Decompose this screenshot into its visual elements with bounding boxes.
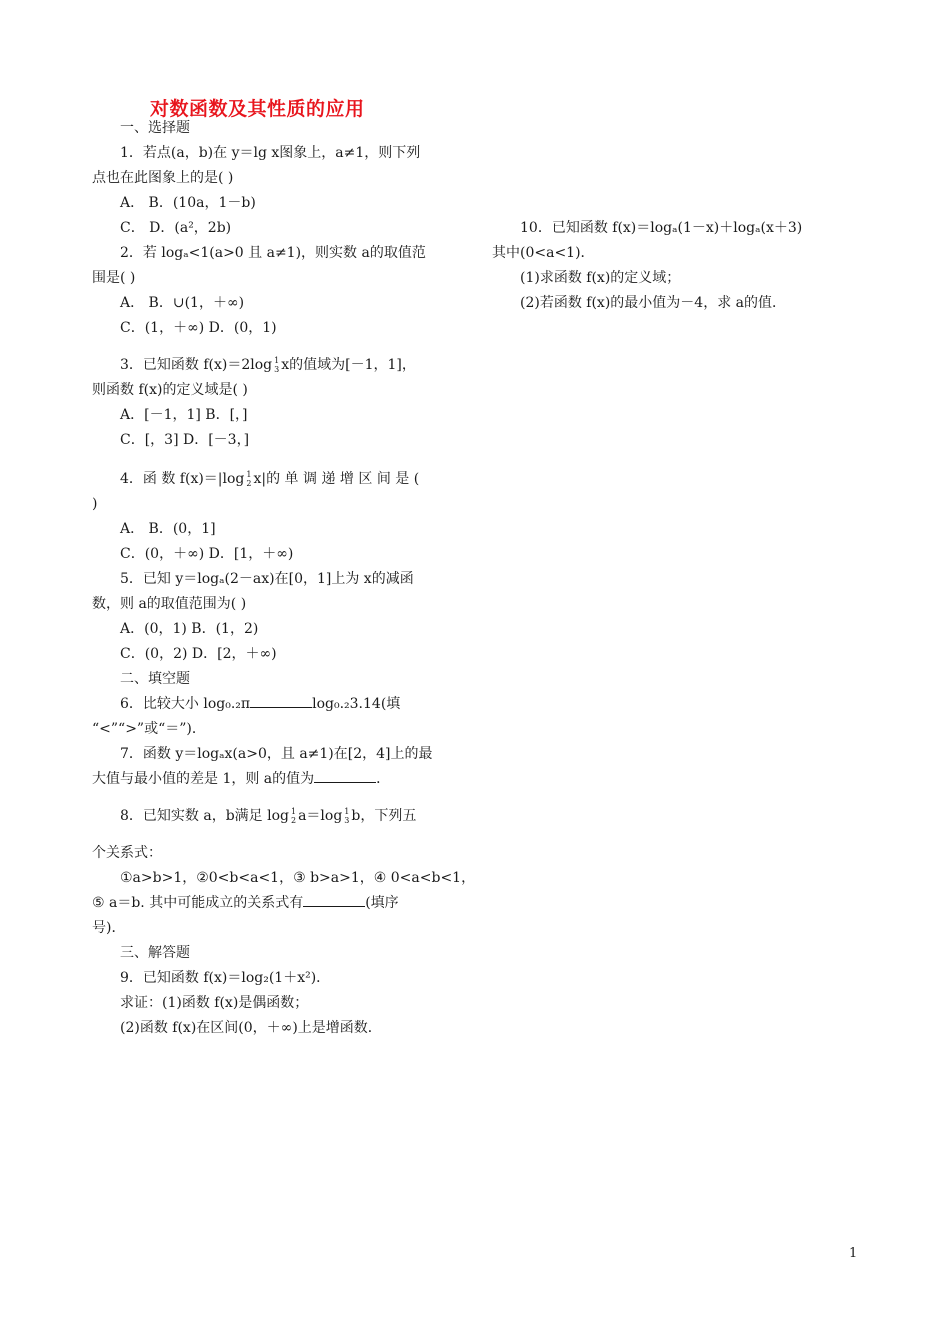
answer-blank (303, 892, 365, 907)
answer-blank (314, 768, 376, 783)
question-9: 9．已知函数 f(x)＝log₂(1＋x²)． 求证：(1)函数 f(x)是偶函数； (2)函数 f(x)在区间(0，＋∞)上是增函数． (120, 970, 382, 1036)
question-2: 2．若 logₐ<1(a>0 且 a≠1)，则实数 a的取值范 围是( ) A． B．∪(1，＋∞) C．(1，＋∞) D．(0，1) (92, 245, 426, 336)
question-5: 5．已知 y＝logₐ(2－ax)在[0，1]上为 x的减函 数，则 a的取值范围为( ) A．(0，1) B．(1，2) C．(0，2) D．[2，＋∞) (92, 571, 414, 662)
question-3: 3．已知函数 f(x)＝2log 1 3 x的值域为[－1，1]， 则函数 f(x)的定义域是( ) A．[－1，1] B．[，] C．[，3] D．[－3，] (92, 356, 416, 448)
page-number: 1 (849, 1246, 858, 1261)
question-10: 10．已知函数 f(x)＝logₐ(1－x)＋logₐ(x＋3) 其中(0<a<1)． (1)求函数 f(x)的定义域； (2)若函数 f(x)的最小值为－4，求 a的值． (492, 220, 803, 311)
question-8: 8．已知实数 a，b满足 log 1 2 a＝log 1 3 b，下列五 个关系式： ①a>b>1，②0<b<a<1，③ b>a>1，④ 0<a<b<1， ⑤ a＝b. 其中可能成立的关系式有 (填序 号)． (92, 807, 476, 936)
question-6: 6．比较大小 log₀.₂π log₀.₂3.14(填 “<”“>”或“＝”)． (92, 692, 460, 742)
question-7: 7．函数 y＝logₐx(a>0，且 a≠1)在[2，4]上的最 大值与最小值的差是 1，则 a的值为 ． (92, 746, 433, 787)
fraction: 1 2 (290, 807, 297, 825)
section-heading-fill: 二、填空题 (120, 671, 190, 687)
right-column (492, 216, 864, 316)
question-1: 1．若点(a，b)在 y＝lg x图象上，a≠1，则下列 点也在此图象上的是( ) A． B．(10a，1－b) C． D．(a²，2b) (92, 145, 421, 236)
page-title: 对数函数及其性质的应用 (150, 98, 365, 120)
fraction: 1 2 (246, 470, 252, 488)
fraction: 1 3 (344, 807, 350, 825)
answer-blank (250, 693, 312, 708)
left-column (92, 116, 476, 1041)
question-4: 4．函 数 f(x)＝|log 1 2 x|的 单 调 递 增 区 间 是 ( ) A． B．(0，1] C．(0，＋∞) D．[1，＋∞) (92, 470, 420, 562)
section-heading-solve: 三、解答题 (120, 945, 190, 961)
fraction: 1 3 (274, 356, 280, 374)
section-heading-choice: 一、选择题 (120, 120, 190, 136)
